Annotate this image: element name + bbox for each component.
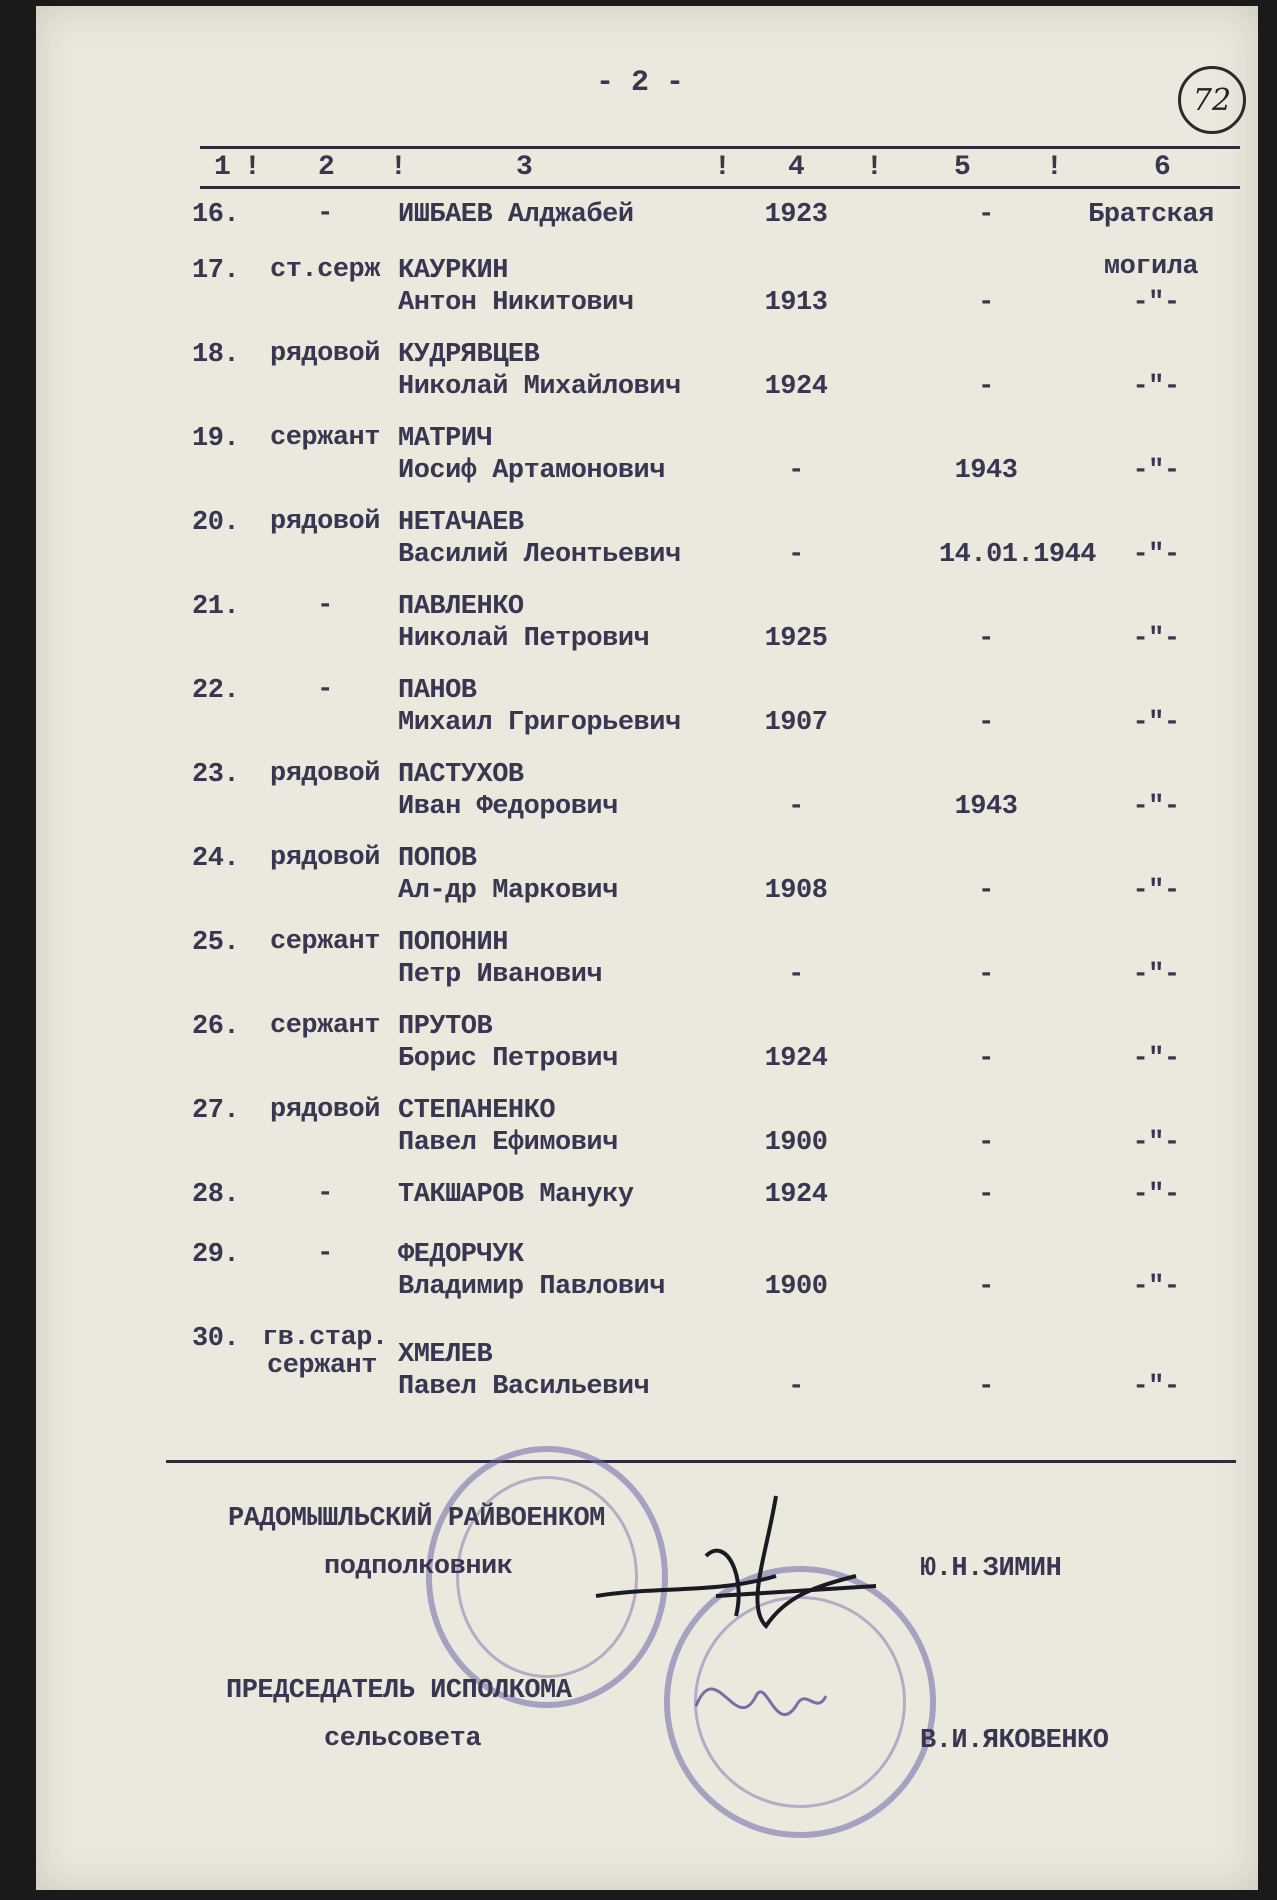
row-birth-year: 1900 (764, 1128, 828, 1158)
row-rank: - (317, 675, 333, 705)
row-burial: -"- (1132, 708, 1180, 738)
row-death-date: - (978, 200, 994, 230)
row-death-date: - (978, 1128, 994, 1158)
row-rank: рядовой (270, 1095, 380, 1125)
table-row (36, 508, 1258, 592)
row-burial: -"- (1132, 1272, 1180, 1302)
row-number: 28. (192, 1180, 240, 1210)
row-number: 20. (192, 508, 240, 538)
header-sep: ! (714, 152, 731, 183)
row-given-names: Павел Васильевич (398, 1372, 650, 1402)
row-burial: -"- (1132, 540, 1180, 570)
page-number: - 2 - (596, 66, 684, 100)
row-surname: ХМЕЛЕВ (398, 1340, 493, 1370)
row-surname: ПРУТОВ (398, 1012, 493, 1042)
document-page (36, 6, 1258, 1890)
row-birth-year: - (788, 456, 804, 486)
row-number: 24. (192, 844, 240, 874)
row-number: 30. (192, 1324, 240, 1354)
signatory-name-yakovenko: В.И.ЯКОВЕНКО (920, 1726, 1109, 1756)
table-row (36, 252, 1258, 340)
row-surname: ПОПОНИН (398, 928, 508, 958)
row-burial: -"- (1132, 624, 1180, 654)
row-rank: - (317, 1239, 333, 1269)
table-row (36, 424, 1258, 508)
row-surname: ПАСТУХОВ (398, 760, 524, 790)
row-given-names: Ал-др Маркович (398, 876, 618, 906)
table-header-rule (200, 186, 1240, 189)
table-row (36, 760, 1258, 844)
commissariat-title: РАДОМЫШЛЬСКИЙ РАЙВОЕНКОМ (228, 1504, 605, 1534)
row-given-names: Антон Никитович (398, 288, 634, 318)
table-row (36, 928, 1258, 1012)
row-number: 21. (192, 592, 240, 622)
row-birth-year: 1907 (764, 708, 828, 738)
row-surname: ПАВЛЕНКО (398, 592, 524, 622)
row-birth-year: - (788, 1372, 804, 1402)
row-death-date: - (978, 624, 994, 654)
row-given-names: Владимир Павлович (398, 1272, 665, 1302)
header-sep: ! (390, 152, 407, 183)
row-birth-year: 1923 (764, 200, 828, 230)
row-rank: сержант (270, 423, 380, 453)
row-birth-year: 1924 (764, 372, 828, 402)
row-birth-year: - (788, 960, 804, 990)
archive-sheet-number: 72 (1178, 66, 1246, 134)
row-rank: сержант (270, 927, 380, 957)
row-rank: - (317, 1179, 333, 1209)
chairman-title: ПРЕДСЕДАТЕЛЬ ИСПОЛКОМА (226, 1676, 572, 1706)
row-burial-continued: могила (1103, 252, 1199, 282)
row-burial: -"- (1132, 456, 1180, 486)
row-surname: ПОПОВ (398, 844, 477, 874)
row-number: 23. (192, 760, 240, 790)
row-burial: -"- (1132, 372, 1180, 402)
row-birth-year: 1908 (764, 876, 828, 906)
row-death-date: - (978, 1180, 994, 1210)
row-death-date: - (978, 708, 994, 738)
row-given-names: Иван Федорович (398, 792, 618, 822)
row-rank: сержант (270, 1011, 380, 1041)
row-number: 25. (192, 928, 240, 958)
row-given-names: Михаил Григорьевич (398, 708, 681, 738)
row-rank: рядовой (270, 843, 380, 873)
row-surname: СТЕПАНЕНКО (398, 1096, 556, 1126)
row-number: 22. (192, 676, 240, 706)
row-burial: -"- (1132, 1180, 1180, 1210)
header-col-1: 1 (214, 152, 231, 183)
row-surname: МАТРИЧ (398, 424, 493, 454)
row-rank: рядовой (270, 759, 380, 789)
signature-yakovenko (676, 1646, 836, 1766)
header-sep: ! (866, 152, 883, 183)
row-surname: ТАКШАРОВ Мануку (398, 1180, 634, 1210)
row-given-names: Павел Ефимович (398, 1128, 618, 1158)
row-number: 19. (192, 424, 240, 454)
header-col-2: 2 (318, 152, 335, 183)
row-birth-year: 1924 (764, 1044, 828, 1074)
row-given-names: Иосиф Артамонович (398, 456, 665, 486)
row-death-date: - (978, 288, 994, 318)
header-col-3: 3 (516, 152, 533, 183)
row-death-date: - (978, 876, 994, 906)
row-birth-year: 1925 (764, 624, 828, 654)
row-number: 18. (192, 340, 240, 370)
row-death-date: 1943 (954, 792, 1018, 822)
row-rank: - (317, 199, 333, 229)
table-row (36, 1096, 1258, 1180)
row-death-date: 1943 (954, 456, 1018, 486)
row-given-names: Петр Иванович (398, 960, 603, 990)
table-row (36, 676, 1258, 760)
row-death-date: 14.01.1944 (938, 540, 1096, 570)
row-rank: ст.серж (270, 255, 380, 285)
header-sep: ! (1046, 152, 1063, 183)
row-surname: КУДРЯВЦЕВ (398, 340, 540, 370)
row-given-names: Борис Петрович (398, 1044, 618, 1074)
council-label: сельсовета (324, 1724, 482, 1754)
row-surname: НЕТАЧАЕВ (398, 508, 524, 538)
row-burial: -"- (1132, 1372, 1180, 1402)
table-top-rule (200, 146, 1240, 149)
row-burial: -"- (1132, 1128, 1180, 1158)
row-number: 27. (192, 1096, 240, 1126)
row-number: 29. (192, 1240, 240, 1270)
row-death-date: - (978, 960, 994, 990)
row-surname: КАУРКИН (398, 256, 508, 286)
row-burial: -"- (1132, 876, 1180, 906)
table-row (36, 340, 1258, 424)
row-rank: рядовой (270, 507, 380, 537)
header-col-5: 5 (954, 152, 971, 183)
row-birth-year: 1900 (764, 1272, 828, 1302)
row-given-names: Николай Петрович (398, 624, 650, 654)
row-surname: ФЕДОРЧУК (398, 1240, 524, 1270)
row-rank: гв.стар. сержант (262, 1323, 388, 1381)
table-row (36, 844, 1258, 928)
row-birth-year: - (788, 792, 804, 822)
commissar-rank: подполковник (324, 1552, 513, 1582)
row-burial: -"- (1132, 792, 1180, 822)
row-number: 17. (192, 256, 240, 286)
row-burial: -"- (1132, 288, 1180, 318)
table-row (36, 1240, 1258, 1324)
row-death-date: - (978, 1372, 994, 1402)
signatory-name-zimin: Ю.Н.ЗИМИН (920, 1554, 1062, 1584)
row-birth-year: 1924 (764, 1180, 828, 1210)
row-rank: рядовой (270, 339, 380, 369)
row-death-date: - (978, 372, 994, 402)
row-burial: -"- (1132, 1044, 1180, 1074)
table-row (36, 592, 1258, 676)
header-col-6: 6 (1154, 152, 1171, 183)
row-burial: -"- (1132, 960, 1180, 990)
row-death-date: - (978, 1044, 994, 1074)
row-surname: ПАНОВ (398, 676, 477, 706)
table-row (36, 1012, 1258, 1096)
header-col-4: 4 (788, 152, 805, 183)
row-number: 26. (192, 1012, 240, 1042)
row-birth-year: - (788, 540, 804, 570)
row-death-date: - (978, 1272, 994, 1302)
header-sep: ! (244, 152, 261, 183)
row-given-names: Николай Михайлович (398, 372, 681, 402)
table-row (36, 1324, 1258, 1424)
row-given-names: Василий Леонтьевич (398, 540, 681, 570)
row-birth-year: 1913 (764, 288, 828, 318)
row-rank: - (317, 591, 333, 621)
row-surname: ИШБАЕВ Алджабей (398, 200, 634, 230)
signature-separator-rule (166, 1460, 1236, 1463)
row-number: 16. (192, 200, 240, 230)
row-burial: Братская (1088, 200, 1214, 230)
